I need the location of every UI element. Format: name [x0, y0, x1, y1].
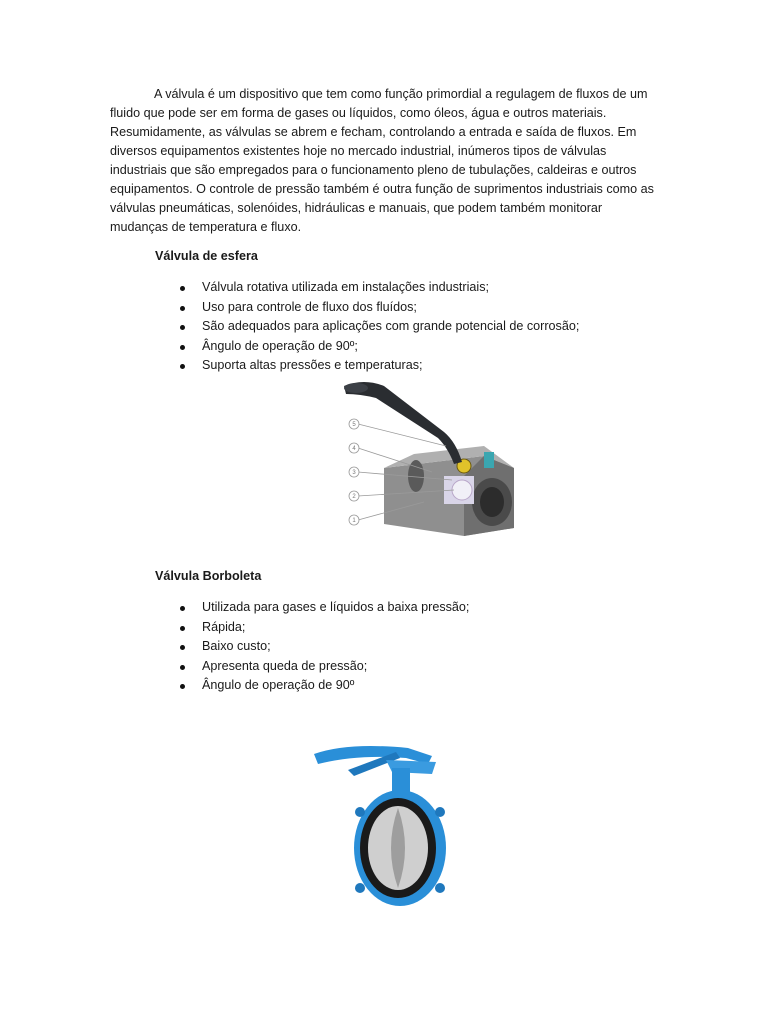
callout-label: 2: [352, 494, 356, 500]
list-item: Apresenta queda de pressão;: [178, 657, 469, 677]
section-title-ball-valve: Válvula de esfera: [155, 249, 258, 263]
callout-label: 1: [352, 518, 356, 524]
flange-lug: [435, 883, 445, 893]
list-item: Ângulo de operação de 90º: [178, 676, 469, 696]
list-item: São adequados para aplicações com grande potencial de corrosão;: [178, 317, 579, 337]
valve-port-inner: [480, 487, 504, 517]
intro-paragraph: A válvula é um dispositivo que tem como função primordial a regulagem de fluxos de um fluido que pode ser em forma de gases ou líquidos, como óleos, água e outros materiais. Resumidamente, as válvulas se abrem e fecham, controlando a entrada e saída de fluxos. Em diversos equipamentos existentes hoje no mercado industrial, inúmeros tipos de válvulas industriais que são empregados para o funcionamento pleno de tubulações, caldeiras e outros equipamentos. O controle de pressão também é outra função de suprimentos industriais como as válvulas pneumáticas, solenóides, hidráulicas e manuais, que podem também monitorar mudanças de temperatura e fluxo.: [110, 87, 654, 234]
ball-valve-list: [178, 278, 579, 376]
flange-lug: [355, 883, 365, 893]
butterfly-valve-list: [178, 598, 469, 696]
flange-lug: [355, 807, 365, 817]
list-item: Válvula rotativa utilizada em instalações industriais;: [178, 278, 579, 298]
ball-valve-image: [334, 376, 524, 536]
butterfly-valve-image: [308, 738, 448, 910]
list-item: Baixo custo;: [178, 637, 469, 657]
stop-pin: [484, 452, 494, 468]
list-item: Rápida;: [178, 618, 469, 638]
list-item: Suporta altas pressões e temperaturas;: [178, 356, 579, 376]
valve-ball: [452, 480, 472, 500]
list-item: Uso para controle de fluxo dos fluídos;: [178, 298, 579, 318]
section-title-butterfly-valve: Válvula Borboleta: [155, 569, 262, 583]
list-item: Ângulo de operação de 90º;: [178, 337, 579, 357]
callout-label: 5: [352, 422, 356, 428]
handle-grip: [344, 383, 368, 393]
list-item: Utilizada para gases e líquidos a baixa pressão;: [178, 598, 469, 618]
callout-label: 4: [352, 446, 356, 452]
flange-lug: [435, 807, 445, 817]
callout-label: 3: [352, 470, 356, 476]
